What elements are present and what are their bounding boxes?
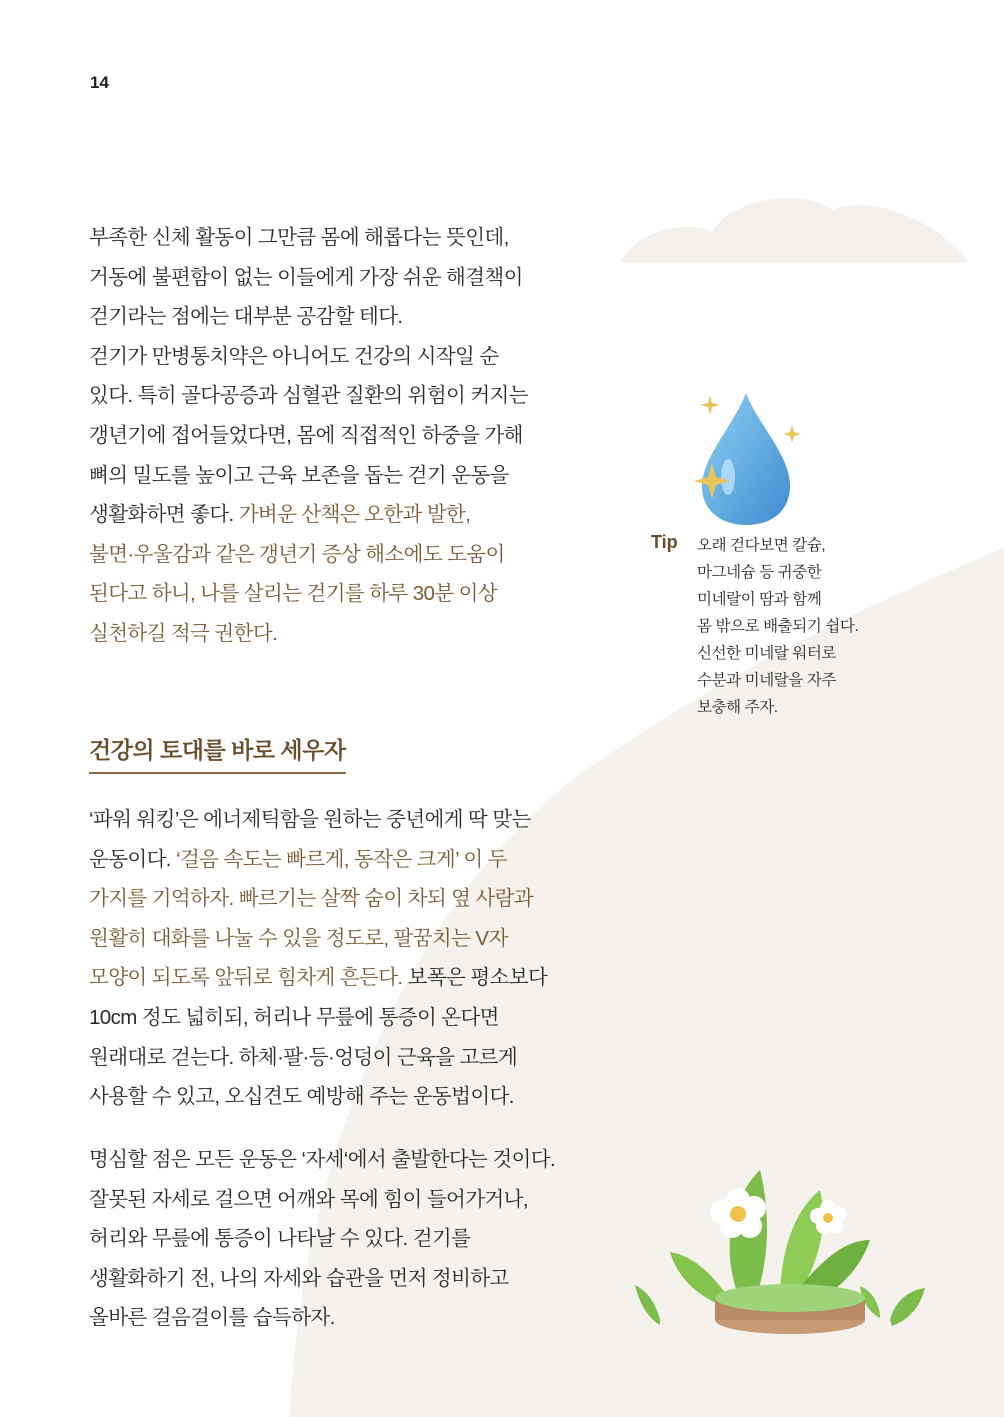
text-line <box>89 840 609 880</box>
text-line: 생활화하기 전, 나의 자세와 습관을 먼저 정비하고 <box>89 1266 509 1290</box>
text-line: 갱년기에 접어들었다면, 몸에 직접적인 하중을 가해 <box>89 423 523 447</box>
sparkle-icon <box>700 395 720 415</box>
tip-line: 오래 걷다보면 칼슘, <box>697 537 826 554</box>
highlighted-line: 된다고 하니, 나를 살리는 걷기를 하루 30분 이상 <box>89 582 498 606</box>
text-line: 잘못된 자세로 걸으면 어깨와 목에 힘이 들어가거나, <box>89 1187 528 1211</box>
text-line: 있다. 특히 골다공증과 심혈관 질환의 위험이 커지는 <box>89 384 528 408</box>
text-line <box>89 958 609 998</box>
body-paragraph-1 <box>89 218 609 654</box>
body-paragraph-2 <box>89 800 609 1117</box>
tip-label: Tip <box>651 532 678 552</box>
text-line: 원래대로 걷는다. 하체·팔·등·엉덩이 근육을 고르게 <box>89 1045 518 1069</box>
text-line: 사용할 수 있고, 오십견도 예방해 주는 운동법이다. <box>89 1085 514 1109</box>
tip-line: 신선한 미네랄 워터로 <box>697 645 836 662</box>
highlighted-text: ‘걸음 속도는 빠르게, 동작은 크게’ 이 두 <box>176 847 507 871</box>
highlighted-line: 실천하길 적극 권한다. <box>89 621 278 645</box>
highlighted-line: 가지를 기억하자. 빠르기는 살짝 숨이 차되 옆 사람과 <box>89 887 534 911</box>
text-line: 뼈의 밀도를 높이고 근육 보존을 돕는 걷기 운동을 <box>89 463 509 487</box>
plain-text: 생활화하면 좋다. <box>89 503 239 527</box>
highlighted-line: 원활히 대화를 나눌 수 있을 정도로, 팔꿈치는 V자 <box>89 926 508 950</box>
page-number: 14 <box>90 73 109 92</box>
text-line: 10cm 정도 넓히되, 허리나 무릎에 통증이 온다면 <box>89 1005 499 1029</box>
tip-line: 미네랄이 땀과 함께 <box>697 591 822 608</box>
highlighted-text: 모양이 되도록 앞뒤로 힘차게 흔든다. <box>89 966 403 990</box>
text-line: 거동에 불편함이 없는 이들에게 가장 쉬운 해결책이 <box>89 265 523 289</box>
highlighted-text: 가벼운 산책은 오한과 발한, <box>238 503 471 527</box>
text-line: 명심할 점은 모든 운동은 ‘자세‘에서 출발한다는 것이다. <box>89 1148 556 1171</box>
section-heading: 건강의 토대를 바로 세우자 <box>89 732 346 774</box>
text-line: 걷기라는 점에는 대부분 공감할 테다. <box>89 305 403 329</box>
text-line: ‘파워 워킹’은 에너제틱함을 원하는 중년에게 딱 맞는 <box>89 808 531 831</box>
cloud-shape <box>620 198 968 262</box>
text-line: 걷기가 만병통치약은 아니어도 건강의 시작일 순 <box>89 344 499 368</box>
text-line: 허리와 무릎에 통증이 나타날 수 있다. 걷기를 <box>89 1227 471 1251</box>
text-line: 부족한 신체 활동이 그만큼 몸에 해롭다는 뜻인데, <box>89 226 509 249</box>
body-paragraph-3 <box>89 1140 609 1338</box>
plain-text: 보폭은 평소보다 <box>402 966 548 990</box>
text-line: 올바른 걸음걸이를 습득하자. <box>89 1306 335 1330</box>
tip-line: 마그네슘 등 귀중한 <box>697 564 822 581</box>
sparkle-icon <box>783 425 801 443</box>
tip-text <box>697 532 917 721</box>
plant-with-flowers-icon <box>630 1150 930 1340</box>
text-line <box>89 495 609 535</box>
tip-line: 보충해 주자. <box>697 699 778 716</box>
water-drop-icon <box>680 385 810 530</box>
tip-line: 수분과 미네랄을 자주 <box>697 672 836 689</box>
plain-text: 운동이다. <box>89 847 177 871</box>
tip-line: 몸 밖으로 배출되기 쉽다. <box>697 618 859 635</box>
highlighted-line: 불면·우울감과 같은 갱년기 증상 해소에도 도움이 <box>89 542 505 566</box>
